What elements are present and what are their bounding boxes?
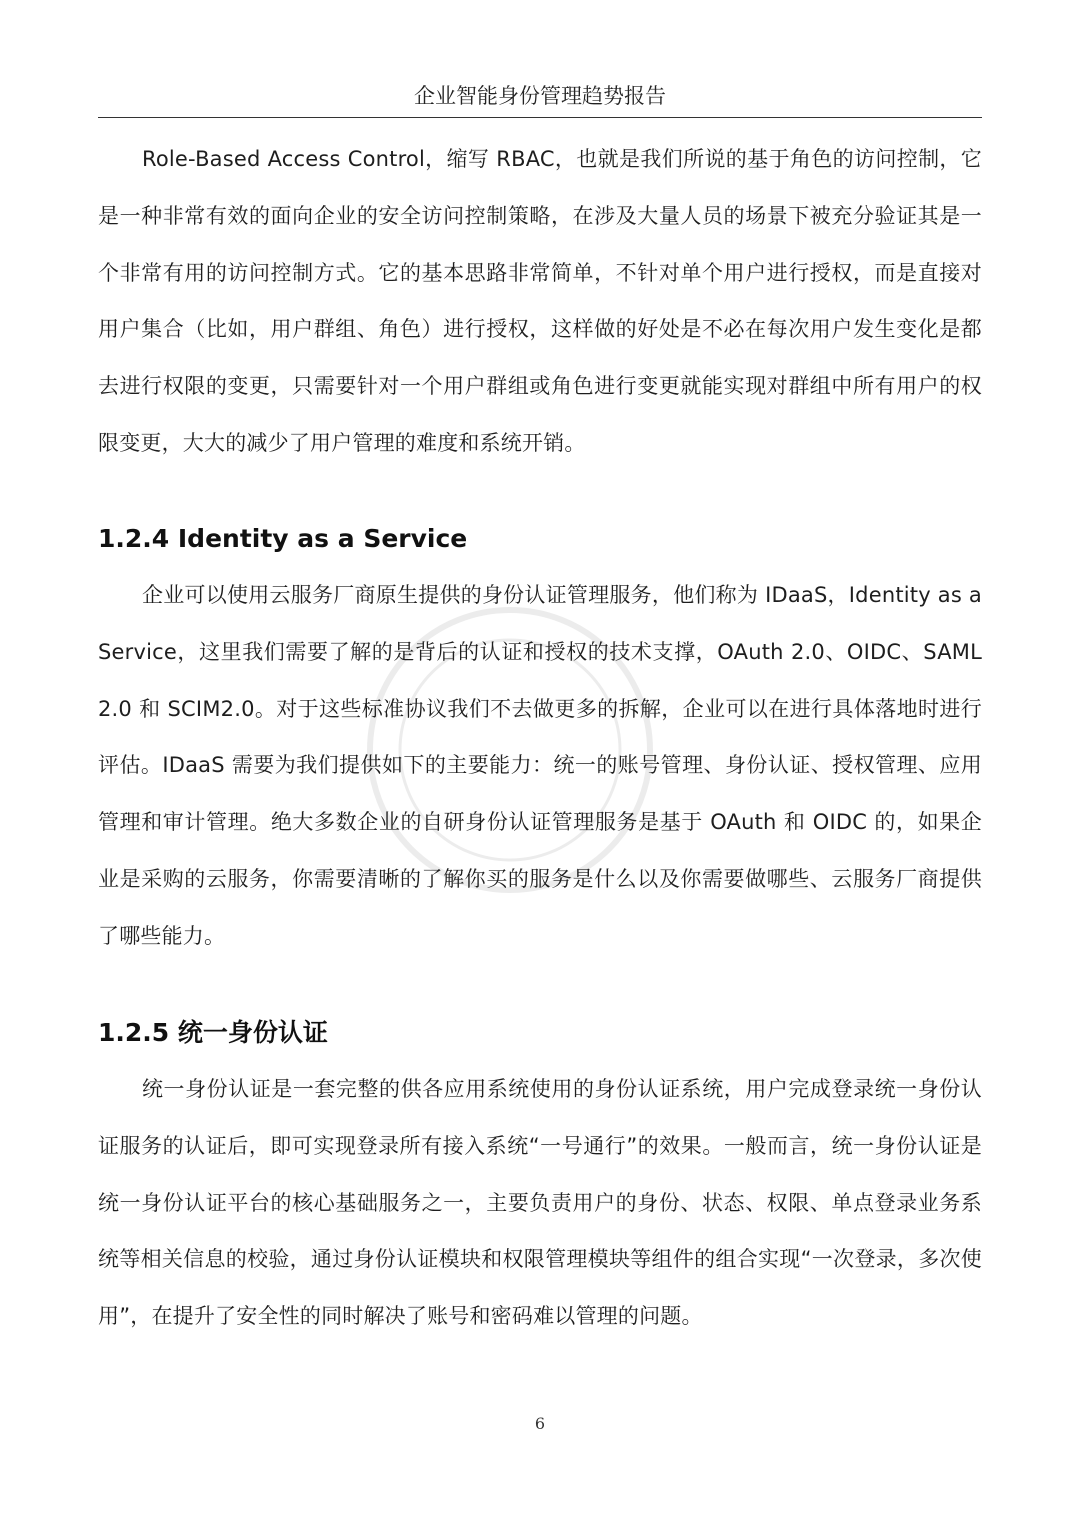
header-divider [98,117,982,118]
idaas-section [98,567,982,965]
rbac-paragraph: Role-Based Access Control，缩写 RBAC，也就是我们所说的基于角色的访问控制，它是一种非常有效的面向企业的安全访问控制策略，在涉及大量人员的场景下被充分验证其是一个非常有用的访问控制方式。它的基本思路非常简单，不针对单个用户进行授权，而是直接对用户集合（比如，用户群组、角色）进行授权，这样做的好处是不必在每次用户发生变化是都去进行权限的变更，只需要针对一个用户群组或角色进行变更就能实现对群组中所有用户的权限变更，大大的减少了用户管理的难度和系统开销。 [98,147,982,455]
running-header: 企业智能身份管理趋势报告 [414,84,666,108]
unified-auth-paragraph: 统一身份认证是一套完整的供各应用系统使用的身份认证系统，用户完成登录统一身份认证服务的认证后，即可实现登录所有接入系统“一号通行”的效果。一般而言，统一身份认证是统一身份认证平台的核心基础服务之一，主要负责用户的身份、状态、权限、单点登录业务系统等相关信息的校验，通过身份认证模块和权限管理模块等组件的组合实现“一次登录，多次使用”，在提升了安全性的同时解决了账号和密码难以管理的问题。 [98,1077,982,1329]
section-heading-idaas: 1.2.4 Identity as a Service [98,524,468,553]
idaas-paragraph: 企业可以使用云服务厂商原生提供的身份认证管理服务，他们称为 IDaaS，Identity as a Service，这里我们需要了解的是背后的认证和授权的技术支撑，OAuth 2.0、OIDC、SAML 2.0 和 SCIM2.0。对于这些标准协议我们不去做更多的拆解，企业可以在进行具体落地时进行评估。IDaaS 需要为我们提供如下的主要能力：统一的账号管理、身份认证、授权管理、应用管理和审计管理。绝大多数企业的自研身份认证管理服务是基于 OAuth 和 OIDC 的，如果企业是采购的云服务，你需要清晰的了解你买的服务是什么以及你需要做哪些、云服务厂商提供了哪些能力。 [98,583,982,948]
rbac-section [98,131,982,472]
section-heading-unified-auth: 1.2.5 统一身份认证 [98,1018,328,1047]
unified-auth-section [98,1061,982,1345]
page-number: 6 [534,1414,546,1433]
